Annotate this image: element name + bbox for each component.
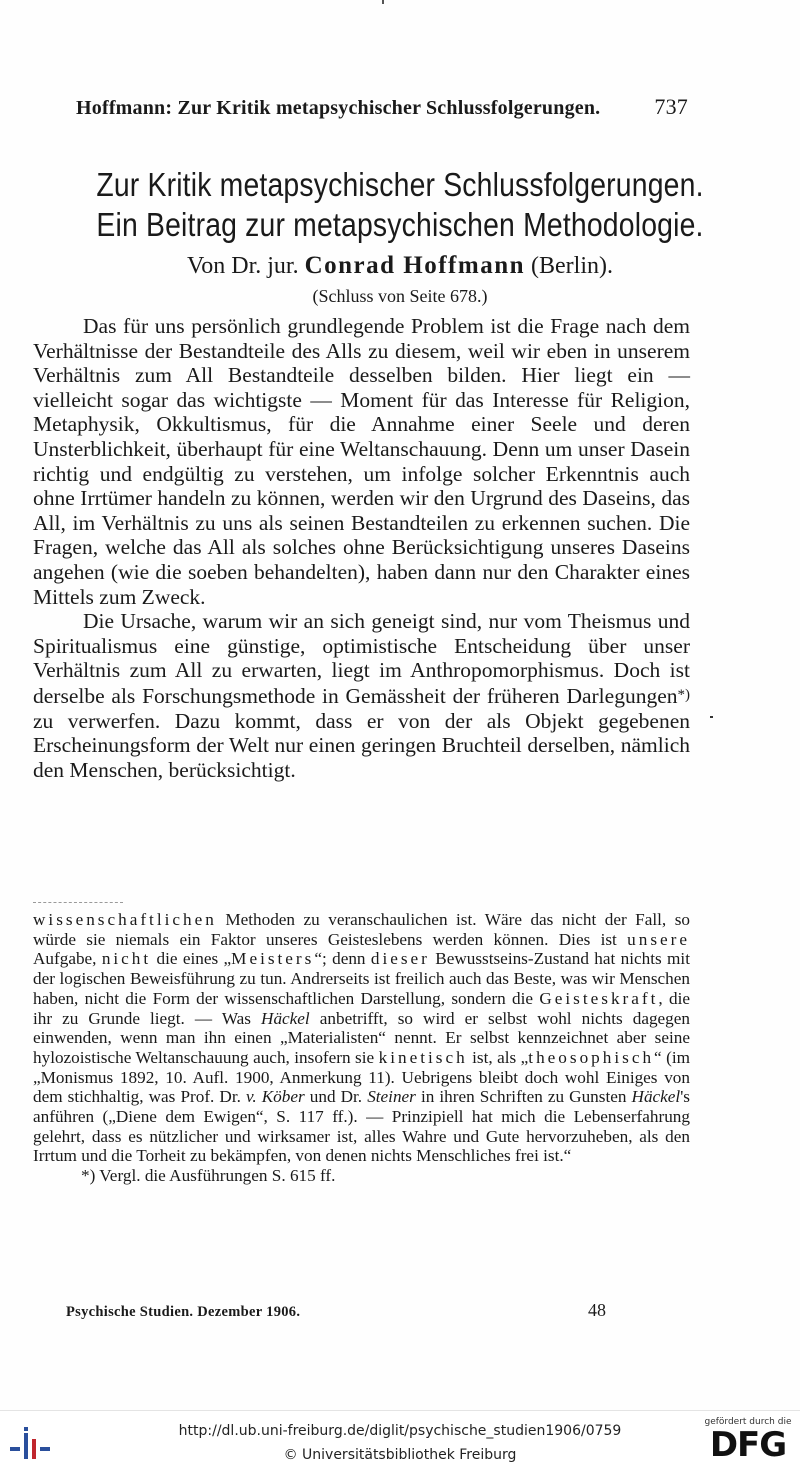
footnote-reference-note: *) Vergl. die Ausführungen S. 615 ff. (81, 1166, 336, 1186)
article-body (33, 314, 690, 782)
running-head-title: Hoffmann: Zur Kritik metapsychischer Schlussfolgerungen. (76, 97, 601, 119)
byline-prefix: Von Dr. jur. (187, 253, 299, 279)
page-number: 737 (654, 94, 688, 119)
paragraph-2 (33, 609, 690, 782)
dfg-funding-logo[interactable] (702, 1417, 794, 1469)
byline (30, 252, 770, 280)
page-imprint (66, 1300, 606, 1321)
copyright-notice: © Universitätsbibliothek Freiburg (283, 1447, 517, 1463)
paragraph-2-end: zu verwerfen. Dazu kommt, dass er von der als Objekt gegebenen Erscheinungsform der Welt nur einen geringen Bruchteil derselben, nämlich den Menschen, berücksichtigt. (33, 708, 690, 782)
paragraph-1: Das für uns persönlich grundlegende Problem ist die Frage nach dem Verhältnisse der Bestandteile des Alls zu diesem, weil wir eben in unserem Verhältnis zum All Bestandteile desselben bilden. Hier liegt ein — vielleicht sogar das wichtigste — Moment für das Interesse für Religion, Metaphysik, Okkultismus, für die Annahme einer Seele und deren Unsterblichkeit, überhaupt für eine Weltanschauung. Denn um unser Dasein richtig und endgültig zu verstehen, um infolge solcher Erkenntnis auch ohne Irrtümer handeln zu können, werden wir den Urgrund des Daseins, das All, im Verhältnis zu uns als seinen Bestandteilen zu erkennen suchen. Die Fragen, welche das All als solches ohne Berücksichtigung unseres Daseins angehen (wie die soeben behandelten), haben dann nur den Charakter eines Mittels zum Zweck. (33, 314, 690, 609)
journal-imprint: Psychische Studien. Dezember 1906. (66, 1304, 301, 1320)
permalink-url[interactable]: http://dl.ub.uni-freiburg.de/diglit/psychische_studien1906/0759 (178, 1423, 622, 1439)
footnotes (33, 910, 690, 1186)
running-head (76, 94, 688, 120)
article-title-line-2: Ein Beitrag zur metapsychischen Methodologie. (96, 206, 704, 243)
viewer-footer (0, 1410, 800, 1473)
footnote-continuation: wissenschaftlichen Methoden zu veranschaulichen ist. Wäre das nicht der Fall, so würde sie niemals ein Faktor unseres Geisteslebens werden können. Dies ist unsere Aufgabe, nicht die eines „Meisters“; denn dieser Bewusstseins-Zustand hat nichts mit der logischen Beweisführung zu tun. Andrerseits ist freilich auch das Beste, was wir Menschen haben, nicht die Form der wissenschaftlichen Darstellung, sondern die Geisteskraft, die ihr zu Grunde liegt. — Was Häckel anbetrifft, so wird er selbst wohl nichts dagegen einwenden, wenn man ihn einen „Materialisten“ nennt. Er selbst kennzeichnet aber seine hylozoistische Weltanschauung auch, insofern sie kinetisch ist, als „theosophisch“ (im „Monismus 1892, 10. Aufl. 1900, Anmerkung 11). Uebrigens bleibt doch wohl Einiges von dem stichhaltig, was Prof. Dr. v. Köber und Dr. Steiner in ihren Schriften zu Gunsten Häckel's anführen („Diene dem Ewigen“, S. 117 ff.). — Prinzipiell hat mich die Lebenserfahrung gelehrt, dass es nützlicher und wirksamer ist, alles Wahre und Gute hervorzuheben, als den Irrtum und die Torheit zu bekämpfen, von denen nichts Menschliches frei ist.“ (33, 910, 690, 1166)
continuation-note: (Schluss von Seite 678.) (312, 286, 488, 306)
funding-text: gefördert durch die (704, 1417, 792, 1427)
byline-suffix: (Berlin). (531, 253, 613, 279)
article-title-line-1: Zur Kritik metapsychischer Schlussfolgerungen. (96, 166, 704, 203)
paragraph-2-text: Die Ursache, warum wir an sich geneigt sind, nur vom Theismus und Spiritualismus eine günstige, optimistische Entscheidung über unser Verhältnis zum All zu erwarten, liegt im Anthropomorphismus. Doch ist derselbe als Forschungsmethode in Gemässheit der früheren Darlegungen (33, 609, 690, 708)
author-name: Conrad Hoffmann (304, 252, 526, 279)
footnote-reference[interactable]: *) (677, 686, 690, 703)
library-logo-icon[interactable] (8, 1425, 52, 1463)
dfg-logo-text: DFG (709, 1425, 787, 1465)
sheet-signature: 48 (588, 1300, 606, 1320)
print-speck (710, 716, 713, 718)
footnote-divider (33, 902, 123, 903)
scan-mark (382, 0, 384, 4)
